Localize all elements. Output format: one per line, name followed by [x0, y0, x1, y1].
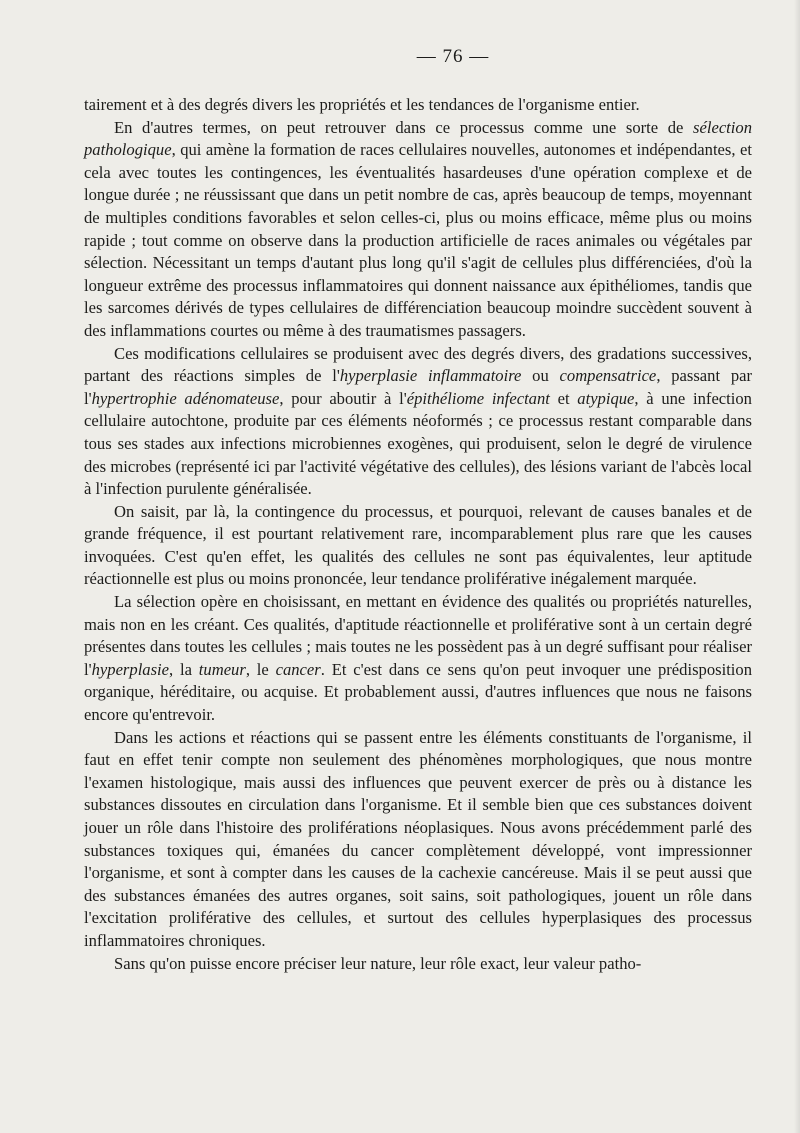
text-run: et — [549, 388, 578, 408]
text-run: Sans qu'on puisse encore préciser leur nature, leur rôle exact, leur valeur patho- — [114, 953, 642, 973]
text-run: . Et c'est dans ce sens qu'on peut invoquer une prédisposition organique, héréditaire, ou acquise. Et probablement aussi, d'autres influences que nous ne faisons encore qu'entrevoir. — [84, 659, 753, 725]
text-run: En d'autres termes, on peut retrouver dans ce processus comme une sorte de — [114, 117, 694, 137]
text-run: , passant par l' — [84, 366, 753, 408]
italic-term: cancer — [275, 659, 321, 679]
paragraph-4 — [84, 501, 752, 591]
text-run: Ces modifications cellulaires se produisent avec des degrés divers, des gradations successives, partant des réactions simples de l' — [84, 343, 752, 386]
paragraph-6 — [84, 727, 752, 953]
paragraph-7 — [84, 953, 752, 976]
italic-term: tumeur — [198, 659, 246, 679]
text-run: , la — [169, 659, 199, 679]
italic-term: compensatrice — [559, 366, 657, 386]
paragraph-2 — [84, 117, 752, 343]
italic-term: hyperplasie — [91, 659, 170, 679]
body-text — [84, 94, 752, 975]
text-run: Dans les actions et réactions qui se passent entre les éléments constituants de l'organisme, il faut en effet tenir compte non seulement des phénomènes morphologiques, que nous montre l'examen histologique, mais aussi des influences que peuvent exercer de près ou à distance les substances dissoutes en circulation dans l'organisme. Et il semble bien que ces substances doivent jouer un rôle dans l'histoire des proliférations néoplasiques. Nous avons précédemment parlé des substances toxiques qui, émanées du cancer complètement développé, vont impressionner l'organisme, et sont à compter dans les causes de la cachexie cancéreuse. Mais il se peut aussi que des substances émanées des autres organes, soit sains, soit pathologiques, jouent un rôle dans l'excitation proliférative des cellules, et surtout des cellules hyperplasiques des processus inflammatoires chroniques. — [84, 727, 752, 950]
paragraph-1 — [84, 94, 752, 117]
text-run: , qui amène la formation de races cellulaires nouvelles, autonomes et indépendantes, et cela avec toutes les contingences, les éventualités hasardeuses d'une opération complexe et de longue durée ; ne réussissant que dans un petit nombre de cas, après beaucoup de temps, moyennant de multiples conditions favorables et selon celles-ci, plus ou moins efficace, même plus ou moins rapide ; tout comme on observe dans la production artificielle de races animales ou végétales par sélection. Nécessitant un temps d'autant plus long qu'il s'agit de cellules plus différenciées, d'où la longueur extrême des processus inflammatoires qui donnent naissance aux épithéliomes, tandis que les sarcomes dérivés de types cellulaires de différenciation beaucoup moindre succèdent souvent à des inflammations courtes ou même à des traumatismes passagers. — [84, 140, 752, 340]
text-run: ou — [521, 366, 560, 386]
text-run: La sélection opère en choisissant, en mettant en évidence des qualités ou propriétés naturelles, mais non en les créant. Ces qualités, d'aptitude réactionnelle et proliférative sont à un certain degré présentes dans toutes les cellules ; mais toutes ne les possèdent pas à un degré suffisant pour réaliser l' — [84, 592, 752, 679]
text-run: , pour aboutir à l' — [279, 388, 407, 408]
italic-term: épithéliome infectant — [406, 388, 550, 408]
text-run: , le — [245, 659, 276, 679]
paragraph-3 — [84, 343, 752, 501]
italic-term: hyperplasie inflammatoire — [339, 366, 522, 386]
italic-term: atypique — [577, 388, 635, 408]
italic-term: hypertrophie adénomateuse — [91, 388, 280, 408]
page-number: — 76 — — [416, 46, 490, 67]
text-run: tairement et à des degrés divers les propriétés et les tendances de l'organisme entier. — [84, 95, 640, 114]
paragraph-5 — [84, 591, 752, 727]
italic-term: sélection pathologique — [84, 117, 752, 160]
text-run: , à une infection cellulaire autochtone, produite par ces éléments néoformés ; ce processus restant comparable dans tous ses stades aux infections microbiennes exogènes, qui produisent, selon le degré de virulence des microbes (représenté ici par l'activité végétative des cellules), des lésions variant de l'abcès local à l'infection purulente généralisée. — [84, 388, 752, 499]
text-run: On saisit, par là, la contingence du processus, et pourquoi, relevant de causes banales et de grande fréquence, il est pourtant relativement rare, incomparablement plus rare que les causes invoquées. C'est qu'en effet, les qualités des cellules ne sont pas équivalentes, leur aptitude réactionnelle est plus ou moins prononcée, leur tendance proliférative inégalement marquée. — [84, 501, 752, 589]
